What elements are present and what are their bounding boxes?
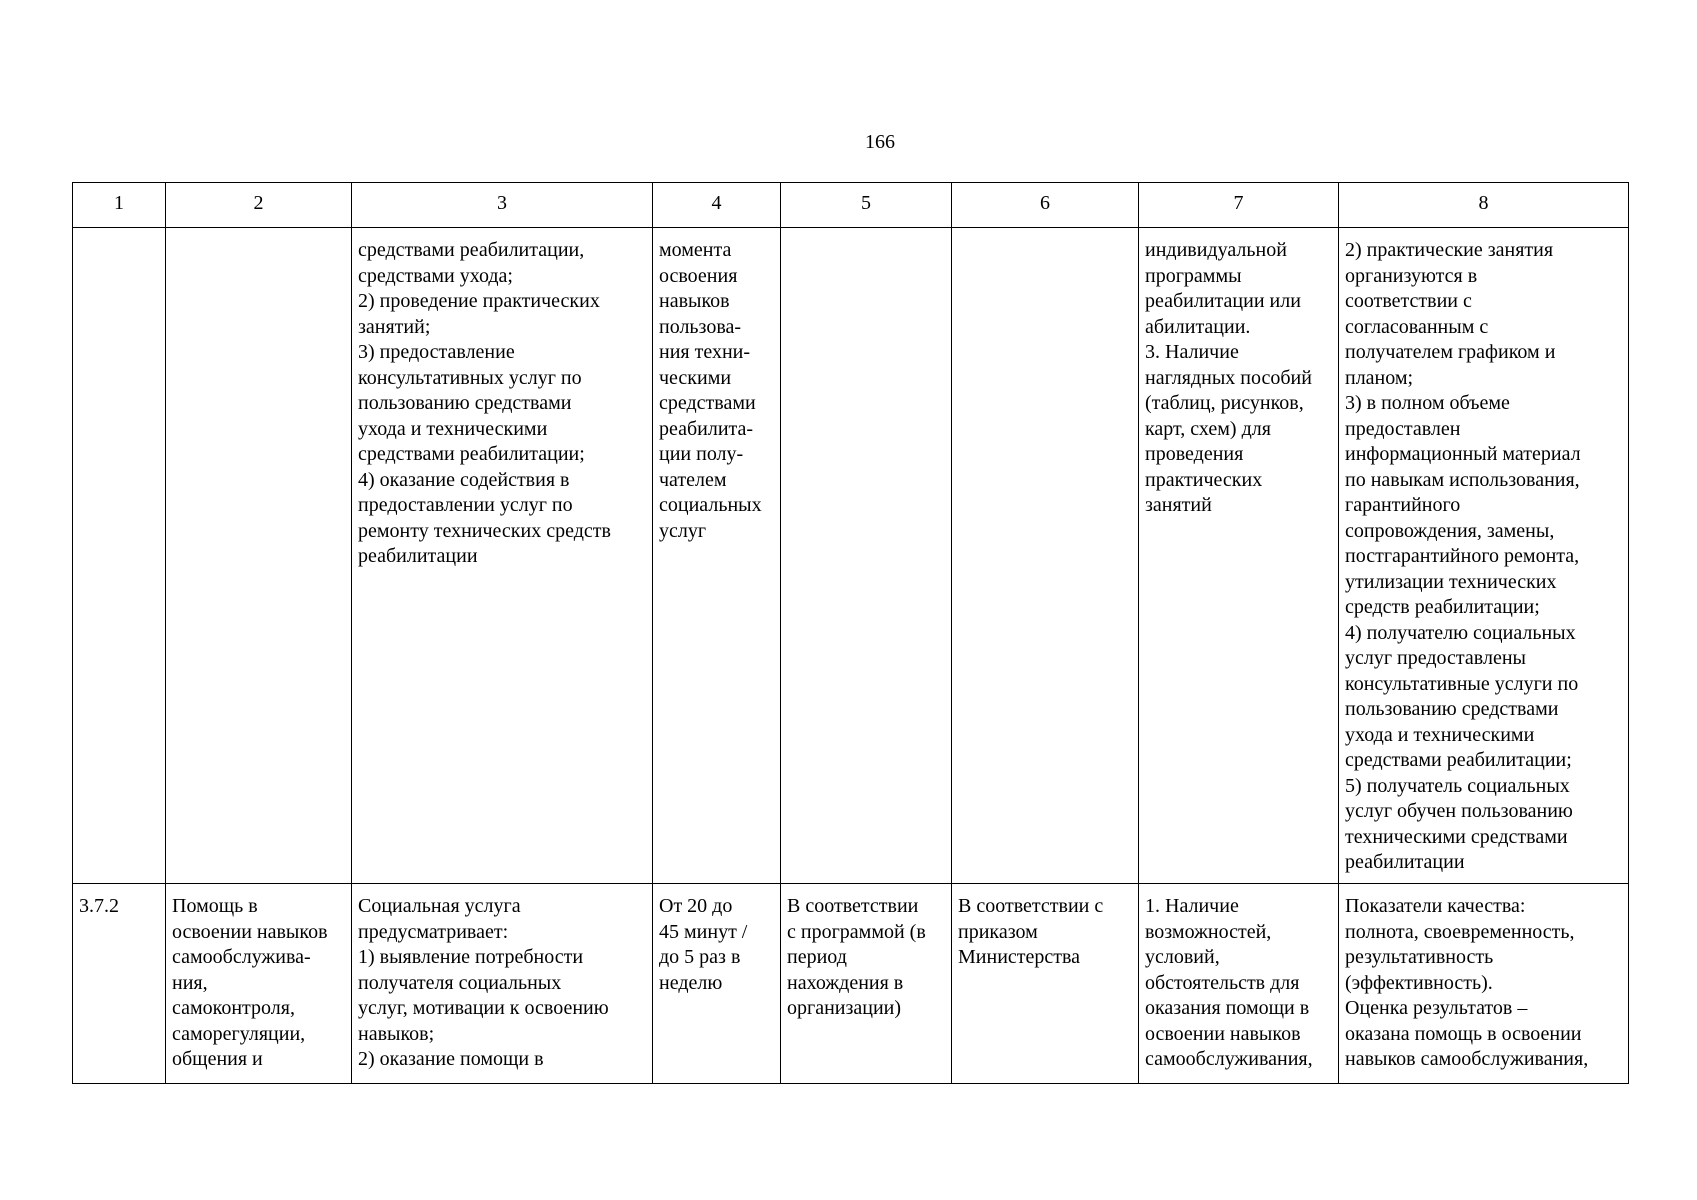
column-header-5: 5 (781, 183, 952, 228)
cell-duration: От 20 до 45 минут / до 5 раз в неделю (653, 884, 781, 1084)
column-header-3: 3 (352, 183, 653, 228)
cell-number: 3.7.2 (73, 884, 166, 1084)
column-header-8: 8 (1339, 183, 1629, 228)
header-row (73, 183, 1629, 228)
column-header-6: 6 (952, 183, 1139, 228)
page-number: 166 (865, 131, 895, 153)
cell-service-name (166, 228, 352, 884)
cell-conditions: индивидуальной программы реабилитации или абилитации. 3. Наличие наглядных пособий (таблиц, рисунков, карт, схем) для проведения практических занятий (1139, 228, 1339, 884)
column-header-1: 1 (73, 183, 166, 228)
column-header-7: 7 (1139, 183, 1339, 228)
cell-standard: В соответствии с приказом Министерства (952, 884, 1139, 1084)
cell-quality: 2) практические занятия организуются в соответствии с согласованным с получателем графиком и планом; 3) в полном объеме предоставлен информационный материал по навыкам использования, гарантийного сопровождения, замены, постгарантийного ремонта, утилизации технических средств реабилитации; 4) получателю социальных услуг предоставлены консультативные услуги по пользованию средствами ухода и техническими средствами реабилитации; 5) получатель социальных услуг обучен пользованию техническими средствами реабилитации (1339, 228, 1629, 884)
cell-period: В соответствии с программой (в период нахождения в организации) (781, 884, 952, 1084)
table-row (73, 884, 1629, 1084)
cell-duration: момента освоения навыков пользова- ния техни- ческими средствами реабилита- ции полу- чателем социальных услуг (653, 228, 781, 884)
services-table (72, 182, 1629, 1084)
cell-standard (952, 228, 1139, 884)
cell-conditions: 1. Наличие возможностей, условий, обстоятельств для оказания помощи в освоении навыков самообслуживания, (1139, 884, 1339, 1084)
column-header-4: 4 (653, 183, 781, 228)
table-row (73, 228, 1629, 884)
cell-number (73, 228, 166, 884)
cell-service-name: Помощь в освоении навыков самообслужива- ния, самоконтроля, саморегуляции, общения и (166, 884, 352, 1084)
cell-period (781, 228, 952, 884)
cell-description: средствами реабилитации, средствами ухода; 2) проведение практических занятий; 3) предоставление консультативных услуг по пользованию средствами ухода и техническими средствами реабилитации; 4) оказание содействия в предоставлении услуг по ремонту технических средств реабилитации (352, 228, 653, 884)
column-header-2: 2 (166, 183, 352, 228)
cell-quality: Показатели качества: полнота, своевременность, результативность (эффективность). Оценка результатов – оказана помощь в освоении навыков самообслуживания, (1339, 884, 1629, 1084)
cell-description: Социальная услуга предусматривает: 1) выявление потребности получателя социальных услуг, мотивации к освоению навыков; 2) оказание помощи в (352, 884, 653, 1084)
